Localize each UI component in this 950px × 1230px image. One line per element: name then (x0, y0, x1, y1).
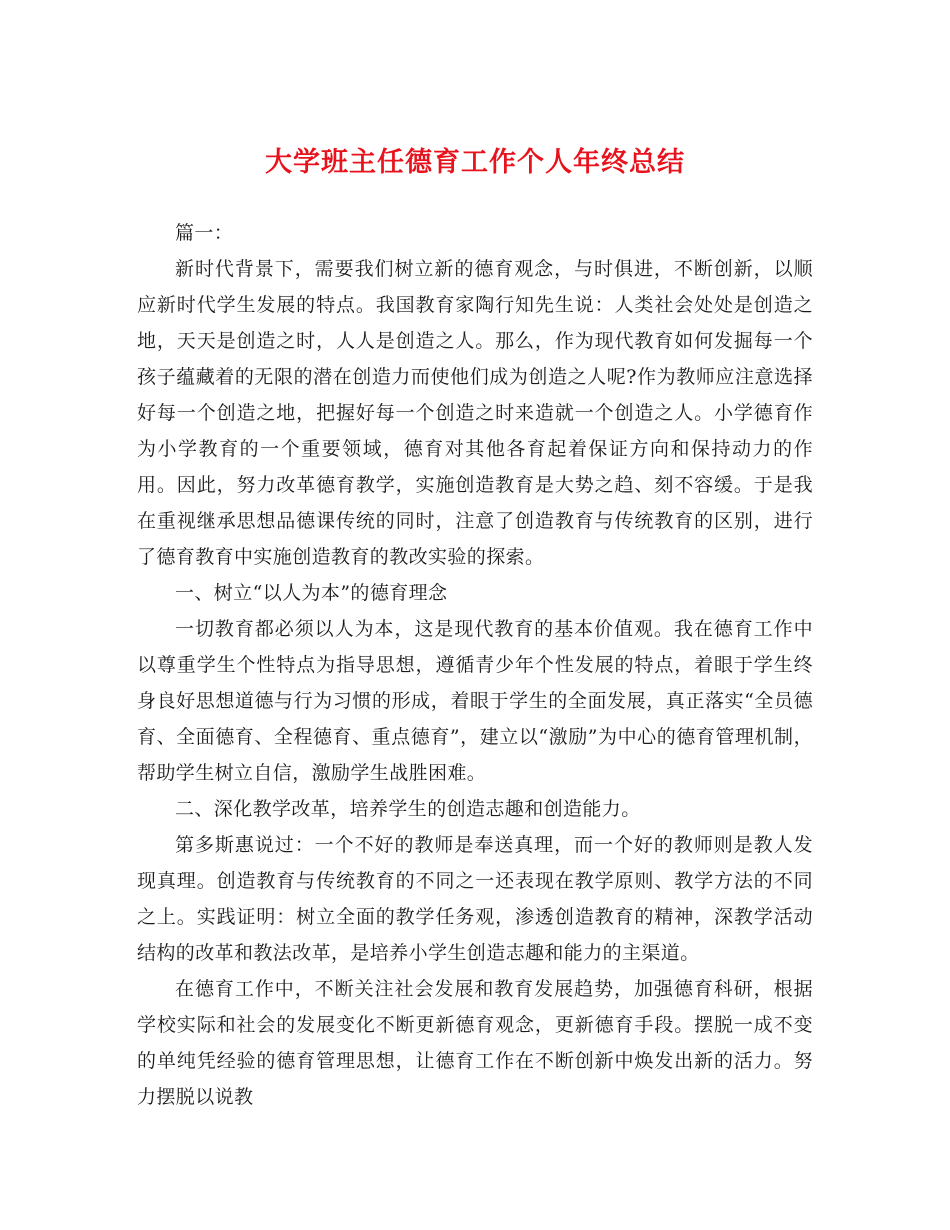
paragraph: 新时代背景下，需要我们树立新的德育观念，与时俱进，不断创新，以顺应新时代学生发展的特点。我国教育家陶行知先生说：人类社会处处是创造之地，天天是创造之时，人人是创造之人。那么，作为现代教育如何发掘每一个孩子蕴藏着的无限的潜在创造力而使他们成为创造之人呢?作为教师应注意选择好每一个创造之地，把握好每一个创造之时来造就一个创造之人。小学德育作为小学教育的一个重要领域，德育对其他各育起着保证方向和保持动力的作用。因此，努力改革德育教学，实施创造教育是大势之趋、刻不容缓。于是我在重视继承思想品德课传统的同时，注意了创造教育与传统教育的区别，进行了德育教育中实施创造教育的教改实验的探索。 (137, 258, 813, 568)
document-body (137, 215, 813, 1115)
paragraph: 在德育工作中，不断关注社会发展和教育发展趋势，加强德育科研，根据学校实际和社会的发展变化不断更新德育观念，更新德育手段。摆脱一成不变的单纯凭经验的德育管理思想，让德育工作在不断创新中焕发出新的活力。努力摆脱以说教 (137, 978, 813, 1108)
document-title: 大学班主任德育工作个人年终总结 (265, 147, 685, 178)
section-heading: 二、深化教学改革，培养学生的创造志趣和创造能力。 (175, 798, 641, 820)
paragraph: 篇一： (175, 222, 234, 244)
paragraph: 一切教育都必须以人为本，这是现代教育的基本价值观。我在德育工作中以尊重学生个性特点为指导思想，遵循青少年个性发展的特点，着眼于学生终身良好思想道德与行为习惯的形成，着眼于学生的全面发展，真正落实“全员德育、全面德育、全程德育、重点德育”，建立以“激励”为中心的德育管理机制，帮助学生树立自信，激励学生战胜困难。 (137, 618, 813, 784)
paragraph: 第多斯惠说过：一个不好的教师是奉送真理，而一个好的教师则是教人发现真理。创造教育与传统教育的不同之一还表现在教学原则、教学方法的不同之上。实践证明：树立全面的教学任务观，渗透创造教育的精神，深教学活动结构的改革和教法改革，是培养小学生创造志趣和能力的主渠道。 (137, 834, 813, 964)
section-heading: 一、树立“以人为本”的德育理念 (175, 582, 448, 604)
